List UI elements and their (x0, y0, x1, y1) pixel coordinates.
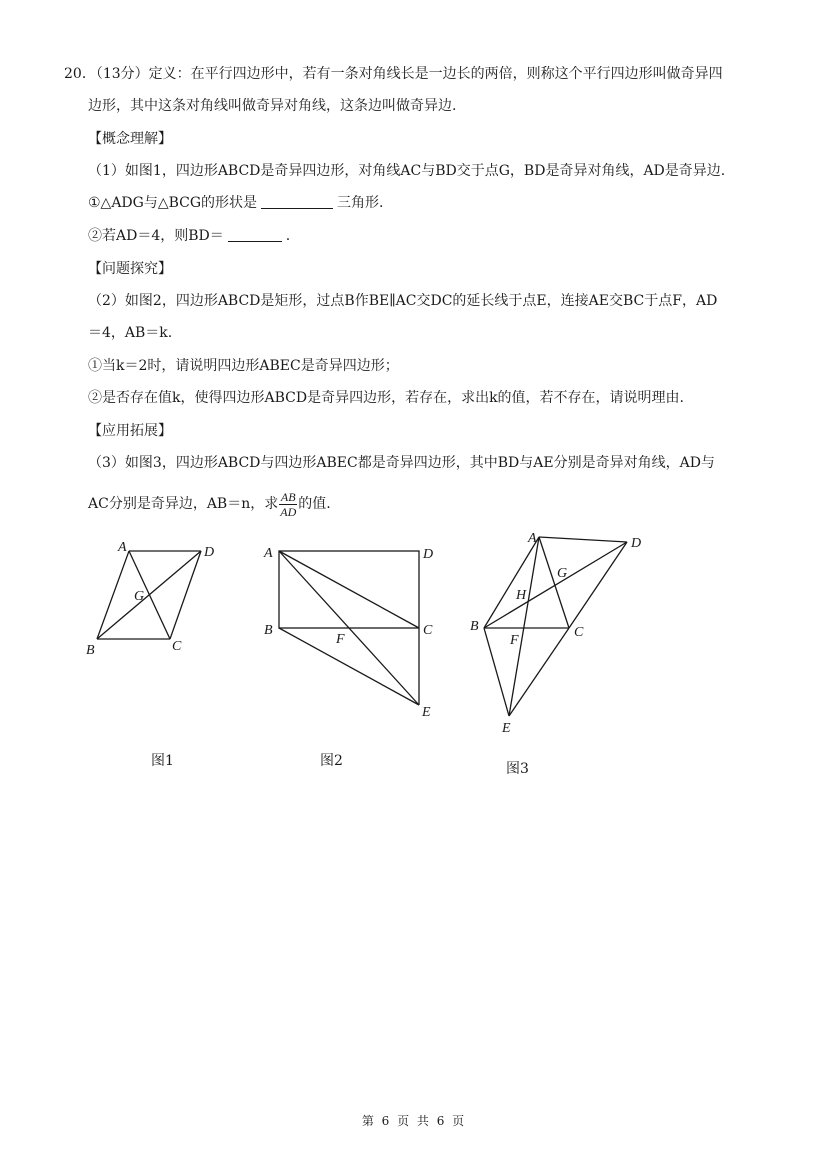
section1-heading: 【概念理解】 (88, 131, 172, 147)
page-footer: 第 6 页 共 6 页 (361, 1114, 467, 1128)
fraction-numerator: AB (280, 489, 296, 504)
figure-2-caption: 图2 (320, 753, 343, 769)
fig3-label-f: F (510, 633, 519, 648)
section3-text-a: AC分别是奇异边，AB＝n，求 (88, 496, 279, 512)
question-score: （13分） (95, 66, 149, 82)
ratio-fraction (279, 490, 297, 519)
fig2-label-a: A (264, 546, 273, 561)
fig3-label-g: G (557, 566, 568, 581)
fig3-label-c: C (574, 625, 584, 640)
figure-3-caption: 图3 (506, 761, 529, 777)
answer-blank-1[interactable] (261, 194, 333, 209)
fig1-label-a: A (118, 540, 127, 555)
fig3-label-b: B (470, 619, 479, 634)
fig3-label-e: E (502, 721, 511, 736)
section1-q1-tail: 三角形. (337, 195, 384, 211)
section2-paragraph-4: ②是否存在值k，使得四边形ABCD是奇异四边形，若存在，求出k的值，若不存在，请说明理由. (88, 390, 685, 406)
fig2-label-c: C (423, 623, 433, 638)
fig2-label-d: D (423, 547, 434, 562)
question-number: 20． (64, 66, 96, 82)
figure-1-caption: 图1 (151, 753, 174, 769)
section3-text-b: 的值. (298, 496, 331, 512)
section3-heading: 【应用拓展】 (88, 423, 172, 439)
section2-heading: 【问题探究】 (88, 261, 172, 277)
fig2-label-b: B (264, 623, 273, 638)
fig1-label-g: G (134, 589, 145, 604)
fig2-label-e: E (422, 705, 431, 720)
answer-blank-2[interactable] (228, 227, 282, 242)
fig3-label-a: A (528, 531, 537, 546)
definition-text-1: 定义：在平行四边形中，若有一条对角线长是一边长的两倍，则称这个平行四边形叫做奇异四 (148, 66, 723, 82)
section3-paragraph-1: （3）如图3，四边形ABCD与四边形ABEC都是奇异四边形，其中BD与AE分别是奇异对角线，AD与 (88, 455, 715, 471)
figures-svg (0, 520, 828, 820)
fig1-label-d: D (204, 545, 215, 560)
figure-2-lines (279, 551, 419, 705)
fig1-label-b: B (86, 643, 95, 658)
section2-paragraph-2: ＝4，AB＝k. (88, 325, 173, 341)
section2-paragraph-1: （2）如图2，四边形ABCD是矩形，过点B作BE∥AC交DC的延长线于点E，连接AE交BC于点F，AD (88, 293, 718, 309)
section3-paragraph-2 (88, 486, 331, 522)
section1-paragraph-3 (88, 226, 290, 246)
section2-paragraph-3: ①当k＝2时，请说明四边形ABEC是奇异四边形； (88, 358, 399, 374)
section1-q1-text: ①△ADG与△BCG的形状是 (88, 195, 258, 211)
fig3-label-h: H (516, 588, 527, 603)
section1-q2-tail: . (285, 228, 291, 244)
figure-1-lines (97, 551, 201, 639)
fraction-denominator: AD (280, 504, 297, 519)
figure-3-lines (484, 537, 627, 716)
question-line-1 (64, 64, 723, 84)
fig1-label-c: C (172, 639, 182, 654)
section1-paragraph-1: （1）如图1，四边形ABCD是奇异四边形，对角线AC与BD交于点G，BD是奇异对角线，AD是奇异边. (88, 163, 726, 179)
fig2-label-f: F (336, 632, 345, 647)
section1-q2-text: ②若AD＝4，则BD＝ (88, 228, 224, 244)
section1-paragraph-2 (88, 193, 384, 213)
definition-text-2: 边形，其中这条对角线叫做奇异对角线，这条边叫做奇异边. (88, 98, 457, 114)
fig3-label-d: D (631, 536, 642, 551)
